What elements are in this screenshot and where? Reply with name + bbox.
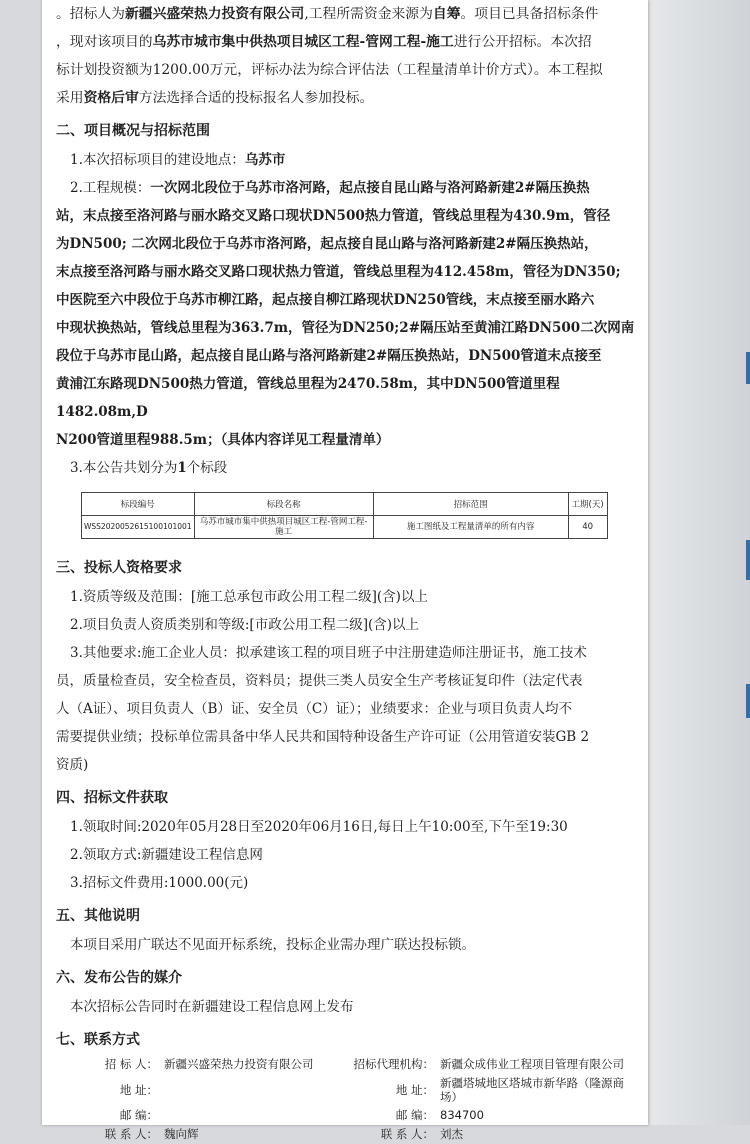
collection-method: 2.领取方式:新疆建设工程信息网 — [70, 847, 263, 863]
collection-time: 1.领取时间:2020年05月28日至2020年06月16日,每日上午10:00至,下午至19:30 — [70, 819, 568, 835]
intro-paragraph: 。招标人为新疆兴盛荣热力投资有限公司,工程所需资金来源为自筹。项目已具备招标条件 ，现对该项目的乌苏市城市集中供热项目城区工程-管网工程-施工进行公开招标。本次招 标计划投资额为1200.00万元，评标办法为综合评估法（工程量清单计价方式）。本工程拟 采用资格后审方法选择合适的投标报名人参加投标。 — [56, 6, 603, 106]
project-scale: 2.工程规模：一次网北段位于乌苏市洛河路，起点接自昆山路与洛河路新建2#隔压换热 站，末点接至洛河路与丽水路交叉路口现状DN500热力管道，管线总里程为430.9m，管径 为DN500; 二次网北段位于乌苏市洛河路，起点接自昆山路与洛河路新建2#隔压换热站， 末点接至洛河路与丽水路交叉路口现状热力管道，管线总里程为412.458m，管径为DN350; 中医院至六中段位于乌苏市柳江路，起点接自柳江路现状DN250管线，末点接至丽水路六 中现状换热站，管线总里程为363.7m，管径为DN250;2#隔压站至黄浦江路DN500二次网南 段位于乌苏市昆山路，起点接自昆山路与洛河路新建2#隔压换热站，DN500管道末点接至 黄浦江东路现DN500热力管道，管线总里程为2470.58m，其中DN500管道里程1482.08m,D N200管道里程988.5m；（具体内容详见工程量清单） — [56, 180, 635, 448]
tenderer-value: 新疆兴盛荣热力投资有限公司 — [164, 1057, 314, 1071]
table-cell: 40 — [568, 516, 607, 539]
construction-location: 1.本次招标项目的建设地点：乌苏市 — [70, 152, 286, 168]
section-title-documents: 四、招标文件获取 — [56, 790, 168, 806]
table-row — [82, 516, 608, 539]
other-requirements: 3.其他要求:施工企业人员：拟承建该工程的项目班子中注册建造师注册证书，施工技术 员，质量检查员，安全检查员，资料员；提供三类人员安全生产考核证复印件（法定代表 人（A证）、项目负责人（B）证、安全员（C）证）；业绩要求：企业与项目负责人均不 需要提供业绩；投标单位需具备中华人民共和国特种设备生产许可证（公用管道安装GB 2 资质) — [56, 645, 590, 773]
table-header: 工期(天) — [568, 493, 607, 516]
document-fee: 3.招标文件费用:1000.00(元) — [70, 875, 249, 891]
tenderer-label: 招 标 人： — [104, 1057, 158, 1071]
contact-person-label: 联 系 人： — [380, 1127, 434, 1141]
other-note: 本项目采用广联达不见面开标系统，投标企业需办理广联达投标锁。 — [70, 937, 475, 953]
agent-address: 新疆塔城地区塔城市新华路（隆源商场） — [440, 1076, 624, 1104]
table-header: 招标范围 — [373, 493, 568, 516]
table-header: 标段编号 — [82, 493, 195, 516]
table-cell: WSS2020052615100101001 — [82, 516, 195, 539]
agent-zip: 834700 — [440, 1108, 484, 1122]
zip-label: 邮 编： — [395, 1108, 434, 1122]
table-header: 标段名称 — [194, 493, 373, 516]
agent-label: 招标代理机构： — [353, 1057, 434, 1071]
contact-block — [56, 1055, 638, 1144]
qualification-level: 1.资质等级及范围：[施工总承包市政公用工程二级](含)以上 — [70, 589, 428, 605]
media-note: 本次招标公告同时在新疆建设工程信息网上发布 — [70, 999, 354, 1015]
edge-accent-mark — [746, 540, 750, 580]
manager-qualification: 2.项目负责人资质类别和等级:[市政公用工程二级](含)以上 — [70, 617, 419, 633]
section-title-media: 六、发布公告的媒介 — [56, 970, 182, 986]
edge-accent-mark — [746, 684, 750, 718]
contact-person-value: 刘杰 — [440, 1127, 463, 1141]
background-window-edge — [646, 0, 750, 1125]
section-title-qualification: 三、投标人资格要求 — [56, 560, 182, 576]
table-cell: 施工图纸及工程量清单的所有内容 — [373, 516, 568, 539]
address-label: 地 址： — [395, 1083, 434, 1097]
address-label: 地 址： — [119, 1083, 158, 1097]
table-cell: 乌苏市城市集中供热项目城区工程-管网工程-施工 — [194, 516, 373, 539]
section-count: 3.本公告共划分为1个标段 — [70, 460, 228, 476]
contact-person-label: 联 系 人： — [104, 1127, 158, 1141]
edge-accent-mark — [746, 352, 750, 384]
document-page — [42, 0, 648, 1141]
zip-label: 邮 编： — [119, 1108, 158, 1122]
document-content — [56, 0, 638, 1144]
agent-value: 新疆众成伟业工程项目管理有限公司 — [440, 1057, 624, 1071]
bid-section-table — [81, 492, 608, 539]
section-title-overview: 二、项目概况与招标范围 — [56, 123, 210, 139]
contact-person-value: 魏向辉 — [164, 1127, 199, 1141]
section-title-other: 五、其他说明 — [56, 908, 140, 924]
section-title-contact: 七、联系方式 — [56, 1032, 140, 1048]
